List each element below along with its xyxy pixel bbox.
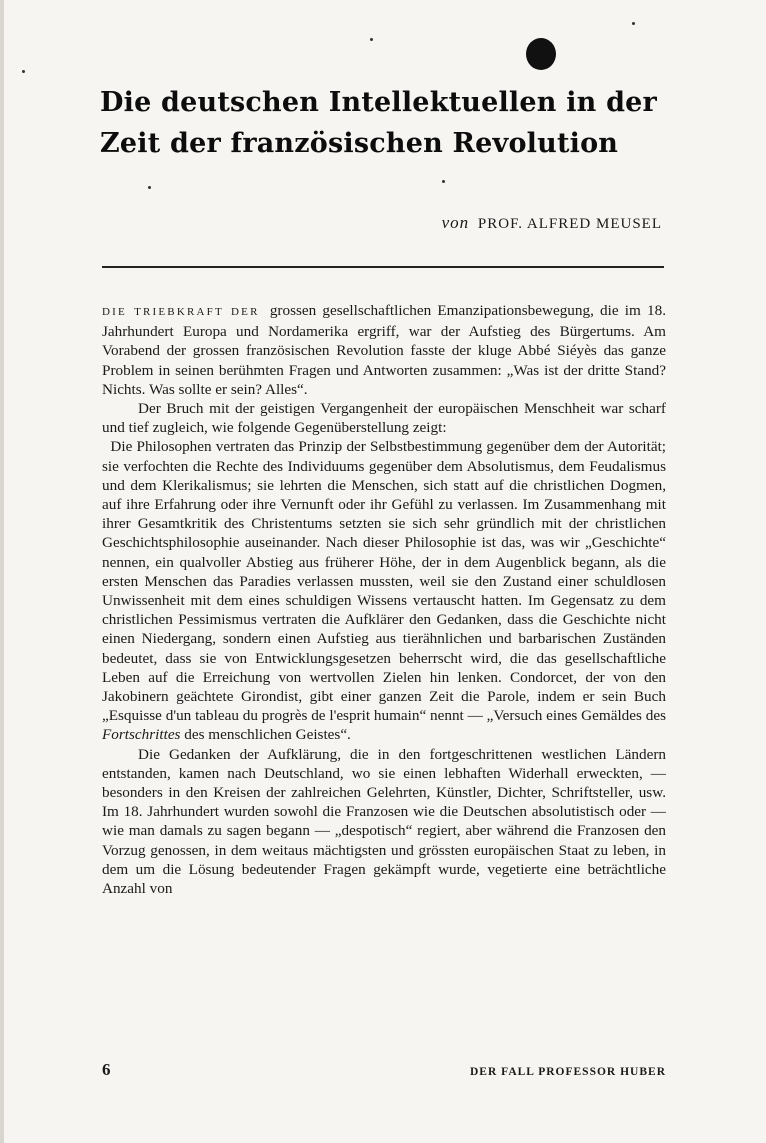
ink-speck [370,38,373,41]
lead-in-caps: DIE TRIEBKRAFT DER [102,306,260,318]
page-footer [102,1060,666,1080]
article-body [102,301,666,898]
paragraph-1 [102,301,666,399]
ink-speck [632,22,635,25]
paragraph-3-text: Die Philosophen vertraten das Prinzip der Selbstbestimmung gegenüber dem der Autorität; sie verfochten die Rechte des Individuums gegenüber dem Absolutismus, dem Feudalismus und dem Klerikalismus; sie lehrten die Menschen, sich statt auf die christlichen Dogmen, auf ihre Erfahrung oder ihre Vernunft oder ihr Gefühl zu verlassen. Im Zusammenhang mit ihrer Gesamtkritik des Christentums setzten sie sich sehr gründlich mit der christlichen Geschichtsphilosophie auseinander. Nach dieser Philosophie ist das, was wir „Geschichte“ nennen, ein qualvoller Abstieg aus früherer Höhe, der in dem Augenblick begann, als die ersten Menschen das Paradies verlassen mussten, weil sie den Zustand einer schuldlosen Unwissenheit mit dem eines schuldigen Wissens vertauscht hatten. Im Gegensatz zu dem christlichen Pessimismus vertraten die Aufklärer den Gedanken, dass die Geschichte nicht einen Niedergang, sondern einen Aufstieg aus tierähnlichen und barbarischen Zuständen bedeutet, dass sie von Entwicklungsgesetzen beherrscht wird, die das gesellschaftliche Leben auf die Erreichung von wertvollen Zielen hin lenken. Condorcet, der von den Jakobinern geächtete Girondist, gibt einer ganzen Zeit die Parole, indem er sein Buch „Esquisse d'un tableau du progrès de l'esprit humain“ nennt — „Versuch eines Gemäldes des [102,438,667,725]
ink-speck [22,70,25,73]
paragraph-1-text: grossen gesellschaftlichen Emanzipationsbewegung, die im 18. Jahrhundert Europa und Nordamerika ergriff, war der Aufstieg des Bürgertums. Am Vorabend der grossen französischen Revolution fasste der kluge Abbé Siéyès das ganze Problem in seinen berühmten Fragen und Antworten zusammen: „Was ist der dritte Stand? Nichts. Was sollte er sein? Alles“. [102,302,666,398]
paragraph-3-end: des menschlichen Geistes“. [184,726,351,744]
paragraph-4: Die Gedanken der Aufklärung, die in den fortgeschrittenen westlichen Ländern entstanden, kamen nach Deutschland, wo sie einen lebhaften Widerhall erweckten, — besonders in den Kreisen der zahlreichen Gelehrten, Künstler, Dichter, Schriftsteller, usw. Im 18. Jahrhundert wurden sowohl die Franzosen wie die Deutschen absolutistisch oder — wie man damals zu sagen begann — „despotisch“ regiert, aber während die Franzosen den Vorzug genossen, in dem weitaus mächtigsten und grössten europäischen Staat zu leben, in dem um die Lösung bedeutender Fragen gekämpft wurde, vegetierte eine beträchtliche Anzahl von [102,745,666,898]
ink-speck [148,186,151,189]
paragraph-3 [102,437,666,744]
paragraph-3-italic: Fortschrittes [102,726,181,744]
page-edge-shadow [0,0,4,1143]
paragraph-2: Der Bruch mit der geistigen Vergangenheit der europäischen Menschheit war scharf und tief zugleich, wie folgende Gegenüberstellung zeigt: [102,400,666,437]
article-title [100,82,660,164]
ink-speck [442,180,445,183]
page-number: 6 [102,1060,111,1079]
running-title: DER FALL PROFESSOR HUBER [470,1066,666,1078]
author-prefix: von [441,213,470,232]
title-line-1: Die deutschen Intellektuellen in der [100,87,657,118]
author-name: PROF. ALFRED MEUSEL [477,216,662,232]
title-divider [102,266,664,268]
author-byline [442,213,662,233]
title-line-2: Zeit der französischen Revolution [100,128,619,159]
ink-blot [526,38,556,70]
